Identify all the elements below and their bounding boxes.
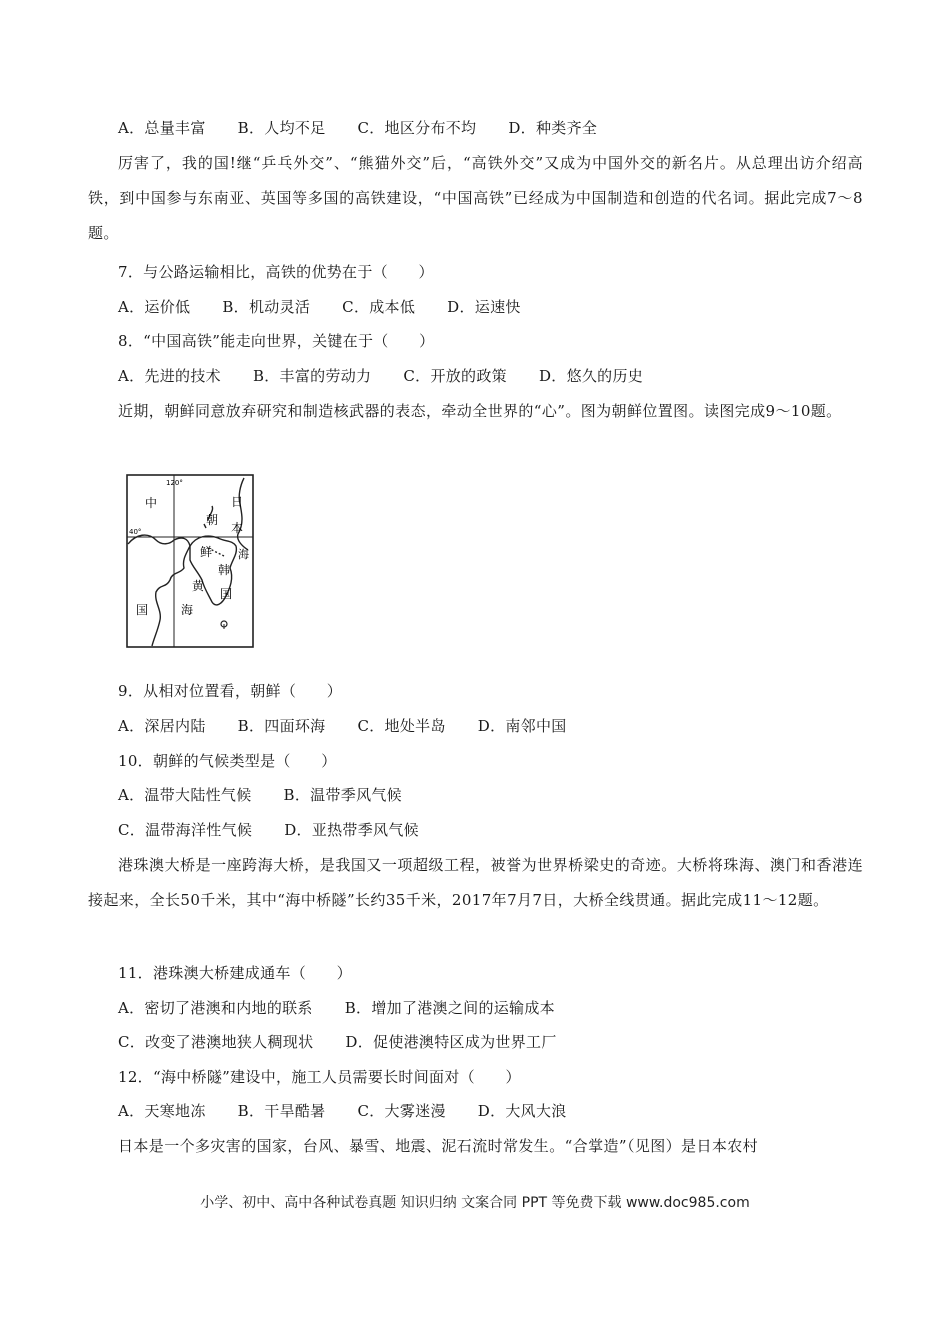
label-huang: 黄 bbox=[192, 579, 205, 593]
q8-option-d: D．悠久的历史 bbox=[538, 367, 644, 385]
q10-stem: 10．朝鲜的气候类型是（ ） bbox=[118, 752, 337, 770]
passage-north-korea: 近期，朝鲜同意放弃研究和制造核武器的表态，牵动全世界的“心”。图为朝鲜位置图。读图完成9～10题。 bbox=[118, 402, 842, 420]
q12-option-a: A．天寒地冻 bbox=[118, 1102, 206, 1120]
q7-option-b: B．机动灵活 bbox=[222, 298, 311, 316]
label-guo2: 国 bbox=[220, 587, 233, 601]
q11-stem: 11．港珠澳大桥建成通车（ ） bbox=[118, 964, 352, 982]
q7-options bbox=[118, 297, 521, 317]
latitude-label: 40° bbox=[129, 528, 142, 536]
q12-option-d: D．大风大浪 bbox=[477, 1102, 567, 1120]
passage-hzm-bridge: 港珠澳大桥是一座跨海大桥，是我国又一项超级工程，被誉为世界桥梁史的奇迹。大桥将珠海、澳门和香港连接起来，全长50千米，其中“海中桥隧”长约35千米，2017年7月7日，大桥全线贯通。据此完成11～12题。 bbox=[88, 856, 863, 909]
q10-option-a: A．温带大陆性气候 bbox=[118, 786, 252, 804]
q10-options-row2 bbox=[118, 820, 419, 840]
q8-option-c: C．开放的政策 bbox=[403, 367, 507, 385]
q11-option-c: C．改变了港澳地狭人稠现状 bbox=[118, 1033, 314, 1051]
q9-option-c: C．地处半岛 bbox=[357, 717, 446, 735]
q12-stem: 12．“海中桥隧”建设中，施工人员需要长时间面对（ ） bbox=[118, 1068, 521, 1086]
q11-option-b: B．增加了港澳之间的运输成本 bbox=[344, 999, 555, 1017]
q10-options-row1 bbox=[118, 785, 402, 805]
label-guo: 国 bbox=[136, 603, 149, 617]
label-han: 韩 bbox=[218, 563, 231, 577]
q10-option-b: B．温带季风气候 bbox=[283, 786, 402, 804]
passage-japan: 日本是一个多灾害的国家，台风、暴雪、地震、泥石流时常发生。“合掌造”（见图）是日本农村 bbox=[118, 1137, 759, 1155]
q7-option-c: C．成本低 bbox=[342, 298, 416, 316]
q12-option-b: B．干旱酷暑 bbox=[237, 1102, 326, 1120]
label-zhong: 中 bbox=[145, 496, 158, 510]
q6-option-b: B．人均不足 bbox=[237, 119, 326, 137]
q6-option-a: A．总量丰富 bbox=[118, 119, 206, 137]
q11-option-a: A．密切了港澳和内地的联系 bbox=[118, 999, 313, 1017]
label-hai-right: 海 bbox=[238, 548, 249, 561]
q7-stem: 7．与公路运输相比，高铁的优势在于（ ） bbox=[118, 263, 434, 281]
q9-stem: 9．从相对位置看，朝鲜（ ） bbox=[118, 682, 343, 700]
q12-option-c: C．大雾迷漫 bbox=[357, 1102, 446, 1120]
passage-high-speed-rail: 厉害了，我的国!继“乒乓外交”、“熊猫外交”后，“高铁外交”又成为中国外交的新名片。从总理出访介绍高铁，到中国参与东南亚、英国等多国的高铁建设，“中国高铁”已经成为中国制造和创造的代名词。据此完成7～8题。 bbox=[88, 154, 863, 242]
q11-option-d: D．促使港澳特区成为世界工厂 bbox=[345, 1033, 557, 1051]
q6-option-d: D．种类齐全 bbox=[508, 119, 598, 137]
q9-option-b: B．四面环海 bbox=[237, 717, 326, 735]
korea-location-map bbox=[126, 474, 254, 648]
q9-option-a: A．深居内陆 bbox=[118, 717, 206, 735]
q8-option-b: B．丰富的劳动力 bbox=[252, 367, 372, 385]
q7-option-d: D．运速快 bbox=[447, 298, 521, 316]
page-footer: 小学、初中、高中各种试卷真题 知识归纳 文案合同 PPT 等免费下载 www.doc985.com bbox=[200, 1195, 750, 1211]
longitude-label: 120° bbox=[166, 479, 183, 487]
label-xian: 鲜 bbox=[200, 545, 213, 559]
q10-option-c: C．温带海洋性气候 bbox=[118, 821, 253, 839]
q9-option-d: D．南邻中国 bbox=[477, 717, 567, 735]
q11-options-row1 bbox=[118, 998, 555, 1018]
q6-option-c: C．地区分布不均 bbox=[357, 119, 477, 137]
label-ri: 日 bbox=[231, 495, 244, 509]
q11-options-row2 bbox=[118, 1032, 557, 1052]
q6-options bbox=[118, 118, 597, 138]
label-hai-yellow: 海 bbox=[181, 603, 194, 617]
q7-option-a: A．运价低 bbox=[118, 298, 191, 316]
q9-options bbox=[118, 716, 567, 736]
q8-options bbox=[118, 366, 643, 386]
q8-stem: 8．“中国高铁”能走向世界，关键在于（ ） bbox=[118, 332, 435, 350]
label-ben: 本 bbox=[231, 521, 244, 535]
label-chao: 朝 bbox=[206, 513, 219, 527]
q12-options bbox=[118, 1101, 567, 1121]
q10-option-d: D．亚热带季风气候 bbox=[284, 821, 419, 839]
q8-option-a: A．先进的技术 bbox=[118, 367, 221, 385]
